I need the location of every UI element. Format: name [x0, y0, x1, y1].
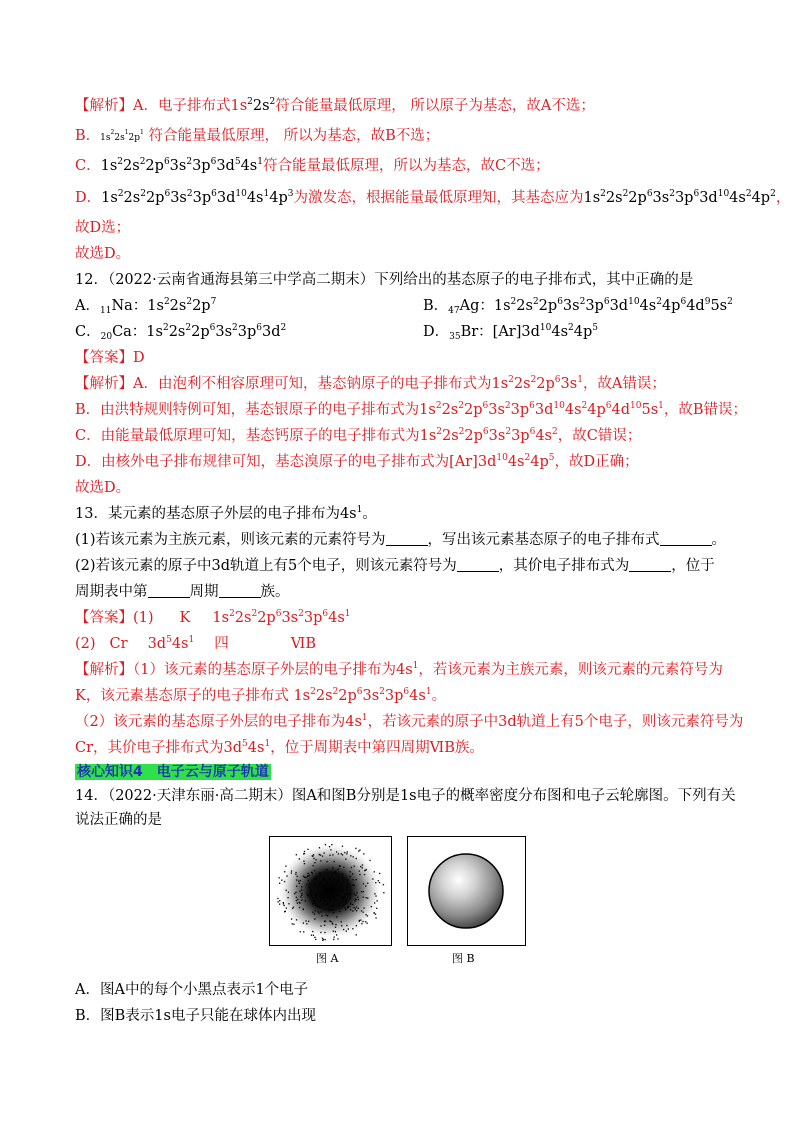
conclusion-1: 故选D。 [75, 246, 131, 262]
analysis-line-d-cont: 故D选； [75, 220, 131, 236]
q12-analysis-a: 【解析】A．由泡利不相容原理可知，基态钠原子的电子排布式为$1s^22s^22p^63s^1$，故A错误； [75, 375, 666, 392]
figure-a-caption: 图 A [316, 952, 339, 965]
blank-5[interactable] [148, 583, 190, 598]
blank-2[interactable] [660, 531, 712, 546]
q13-part2-cont: 周期表中第 周期 族。 [75, 584, 290, 600]
q13-stem: 13．某元素的基态原子外层的电子排布为$4s^1$。 [75, 505, 377, 522]
q12-analysis-d: D．由核外电子排布规律可知，基态溴原子的电子排布式为$[Ar]3d^{10}4s^24p^5$，故D正确； [75, 453, 639, 470]
blank-3[interactable] [457, 557, 499, 572]
q13-part2: (2)若该元素的原子中3d轨道上有5个电子，则该元素符号为 ，其价电子排布式为 ，位于 [75, 558, 715, 574]
q13-part1: (1)若该元素为主族元素，则该元素的元素符号为 ，写出该元素基态原子的电子排布式 。 [75, 532, 727, 548]
q13-answer-2: (2) Cr $3d^54s^1$ 四 ⅥB [75, 635, 316, 652]
analysis-line-c: C．$1s^22s^22p^63s^23p^63d^54s^1$符合能量最低原理，所以为基态，故C不选； [75, 157, 550, 174]
section-title: 核心知识4 电子云与原子轨道 [77, 764, 269, 780]
q12-option-b[interactable]: B．$_{47}$Ag：$1s^22s^22p^63s^23p^63d^{10}4s^24p^64d^95s^2$ [423, 297, 733, 316]
blank-4[interactable] [629, 557, 671, 572]
q13-analysis-1: 【解析】（1）该元素的基态原子外层的电子排布为$4s^1$，若该元素为主族元素，则该元素的元素符号为 [75, 661, 723, 678]
q12-option-d[interactable]: D．$_{35}$Br：$[Ar]3d^{10}4s^24p^5$ [423, 323, 599, 342]
q12-answer: 【答案】D [75, 350, 145, 366]
q12-option-c[interactable]: C．$_{20}$Ca：$1s^22s^22p^63s^23p^63d^2$ [75, 323, 287, 342]
q14-option-b[interactable]: B．图B表示1s电子只能在球体内出现 [75, 1008, 316, 1024]
q12-analysis-b: B．由洪特规则特例可知，基态银原子的电子排布式为$1s^22s^22p^63s^23p^63d^{10}4s^24p^64d^{10}5s^1$，故B错误； [75, 401, 748, 418]
q12-analysis-c: C．由能量最低原理可知，基态钙原子的电子排布式为$1s^22s^22p^63s^23p^64s^2$，故C错误； [75, 427, 642, 444]
q14-stem-line1: 14．（2022·天津东丽·高二期末）图A和图B分别是1s电子的概率密度分布图和电子云轮廓图。下列有关 [75, 788, 736, 804]
q12-option-a[interactable]: A．$_{11}$Na：$1s^22s^22p^7$ [75, 297, 217, 316]
analysis-line-a: 【解析】A．电子排布式$1s^22s^2$符合能量最低原理， 所以原子为基态，故A不选； [75, 97, 595, 114]
q12-options-row1 [75, 296, 733, 316]
q13-analysis-2-cont: Cr，其价电子排布式为$3d^54s^1$，位于周期表中第四周期ⅥB族。 [75, 739, 484, 756]
electron-dot-cloud-image [270, 837, 391, 945]
q14-option-a[interactable]: A．图A中的每个小黑点表示1个电子 [75, 982, 309, 998]
q12-options-row2 [75, 322, 725, 342]
q13-analysis-1-cont: K，该元素基态原子的电子排布式 $1s^22s^22p^63s^23p^64s^1$。 [75, 687, 447, 704]
q14-stem-line2: 说法正确的是 [75, 812, 162, 828]
figure-a-probability-density [269, 836, 392, 946]
q12-conclusion: 故选D。 [75, 480, 131, 496]
analysis-line-d: D．$1s^22s^22p^63s^23p^63d^{10}4s^14p^3$为激发态，根据能量最低原理知，其基态应为$1s^22s^22p^63s^23p^63d^{10}4s^24p^2$， [75, 189, 791, 206]
blank-6[interactable] [219, 583, 261, 598]
q12-stem: 12．（2022·云南省通海县第三中学高二期末）下列给出的基态原子的电子排布式，其中正确的是 [75, 272, 694, 288]
figure-b-caption: 图 B [452, 952, 475, 965]
q13-analysis-2: （2）该元素的基态原子外层的电子排布为$4s^1$，若该元素的原子中3d轨道上有5个电子，则该元素符号为 [75, 713, 744, 730]
sphere-contour-image [408, 837, 525, 945]
jiexi-tag: 【解析】 [75, 98, 133, 114]
blank-1[interactable] [386, 531, 428, 546]
q13-answer-1: 【答案】(1) K $1s^22s^22p^63s^23p^64s^1$ [75, 609, 351, 626]
analysis-line-b: B．$1s^22s^12p^1$ 符合能量最低原理， 所以为基态，故B不选； [75, 128, 440, 144]
figure-b-contour [407, 836, 526, 946]
